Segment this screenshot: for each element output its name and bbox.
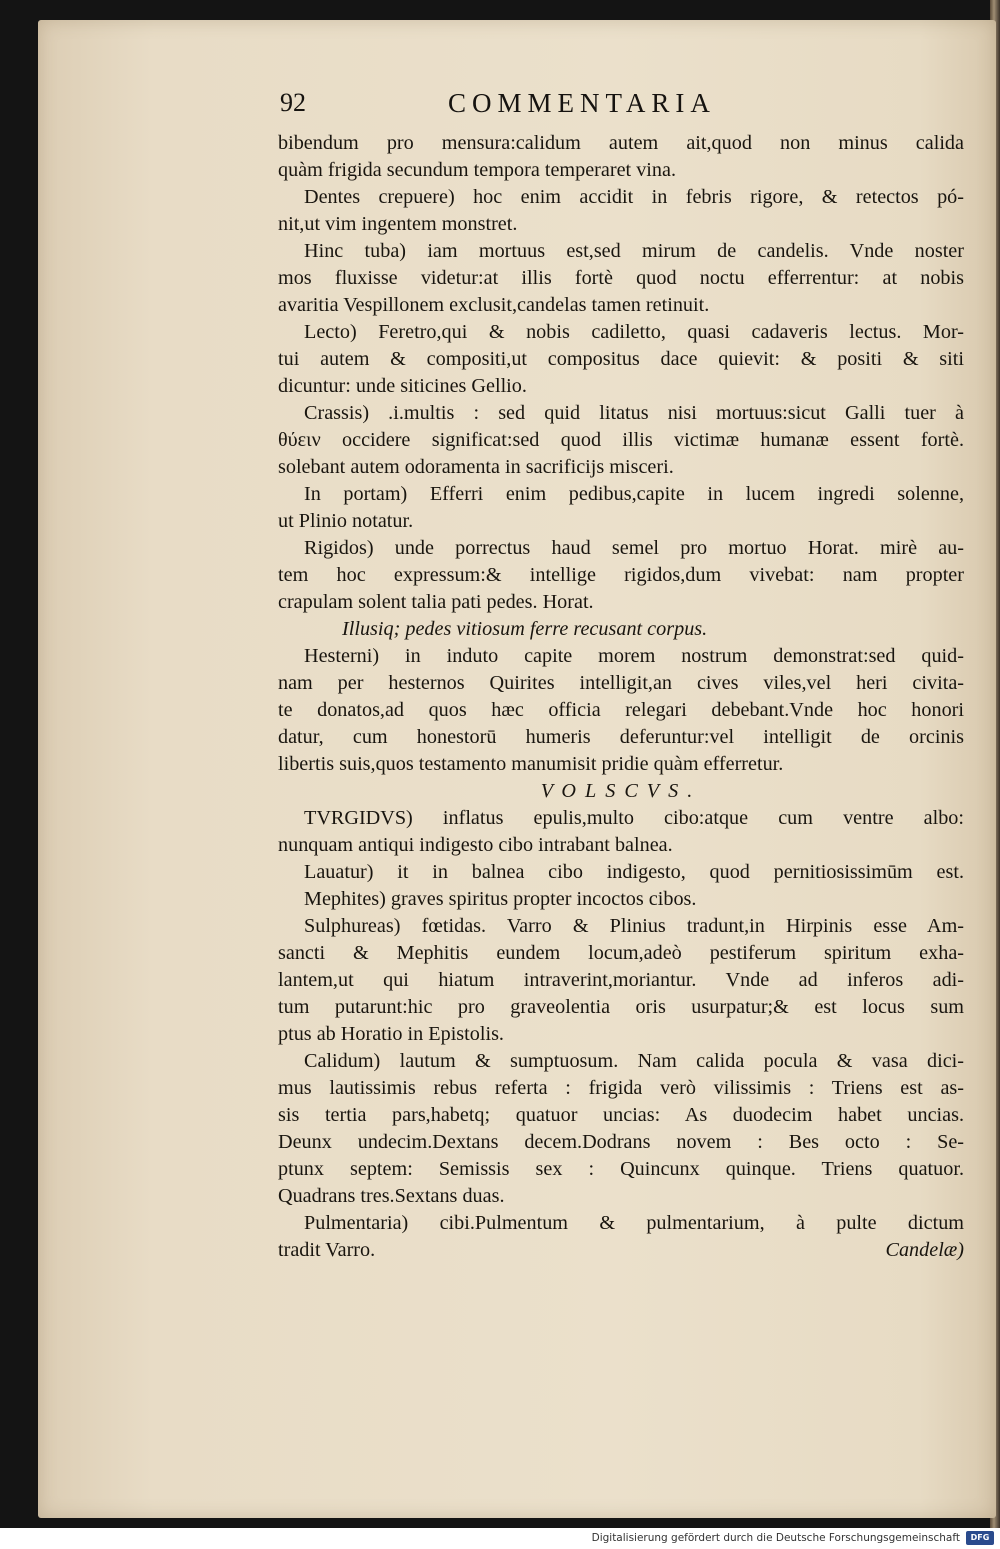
text-line: ut Plinio notatur. [278,510,414,532]
catchword: Candelæ) [885,1239,964,1261]
text-line: Calidum) lautum & sumptuosum. Nam calida pocula & vasa dici- [304,1050,964,1072]
text-line: tui autem & compositi,ut compositus dace quievit: & positi & siti [278,348,964,370]
text-line: quàm frigida secundum tempora temperaret vina. [278,159,676,181]
funding-credit: Digitalisierung gefördert durch die Deutsche Forschungsgemeinschaft [591,1532,960,1544]
dfg-logo-icon: DFG [966,1531,994,1545]
text-line: crapulam solent talia pati pedes. Horat. [278,591,594,613]
page-number: 92 [280,88,306,117]
text-line: te donatos,ad quos hæc officia relegari debebant.Vnde hoc honori [278,699,964,721]
text-line: Hinc tuba) iam mortuus est,sed mirum de candelis. Vnde noster [304,240,964,262]
text-line: In portam) Efferri enim pedibus,capite in lucem ingredi solenne, [304,483,964,505]
text-line: Mephites) graves spiritus propter incoctos cibos. [304,888,697,910]
text-line: Rigidos) unde porrectus haud semel pro mortuo Horat. mirè au- [304,537,964,559]
text-line: lantem,ut qui hiatum intraverint,moriantur. Vnde ad inferos adi- [278,969,964,991]
text-line: Lauatur) it in balnea cibo indigesto, quod pernitiosissimūm est. [304,861,964,883]
text-line: Dentes crepuere) hoc enim accidit in febris rigore, & retectos pó- [304,186,964,208]
text-line: Crassis) .i.multis : sed quid litatus nisi mortuus:sicut Galli tuer à [304,402,964,424]
text-line: θύειν occidere significat:sed quod illis victimæ humanæ essent fortè. [278,429,964,451]
text-line: Quadrans tres.Sextans duas. [278,1185,505,1207]
text-line: sis tertia pars,habetq; quatuor uncias: As duodecim habet uncias. [278,1104,964,1126]
text-line: dicuntur: unde siticines Gellio. [278,375,527,397]
text-line: solebant autem odoramenta in sacrificijs misceri. [278,456,674,478]
text-block [278,130,964,1264]
text-line: tum putarunt:hic pro graveolentia oris usurpatur;& est locus sum [278,996,964,1018]
section-heading: VOLSCVS. [540,780,702,802]
text-line: tradit Varro. [278,1239,376,1261]
text-line: avaritia Vespillonem exclusit,candelas tamen retinuit. [278,294,710,316]
text-line: Sulphureas) fœtidas. Varro & Plinius tradunt,in Hirpinis esse Am- [304,915,964,937]
text-line: Deunx undecim.Dextans decem.Dodrans novem : Bes octo : Se- [278,1131,964,1153]
text-line: nunquam antiqui indigesto cibo intrabant balnea. [278,834,673,856]
text-line: mus lautissimis rebus referta : frigida verò vilissimis : Triens est as- [278,1077,964,1099]
text-line: Lecto) Feretro,qui & nobis cadiletto, quasi cadaveris lectus. Mor- [304,321,964,343]
text-line: Pulmentaria) cibi.Pulmentum & pulmentarium, à pulte dictum [304,1212,964,1234]
text-line: ptunx septem: Semissis sex : Quincunx quinque. Triens quatuor. [278,1158,964,1180]
text-line: Hesterni) in induto capite morem nostrum demonstrat:sed quid- [304,645,964,667]
verse-quotation: Illusiq; pedes vitiosum ferre recusant corpus. [342,618,708,640]
text-line: tem hoc expressum:& intellige rigidos,dum vivebat: nam propter [278,564,964,586]
text-line: TVRGIDVS) inflatus epulis,multo cibo:atque cum ventre albo: [304,807,964,829]
text-line: mos fluxisse videtur:at illis fortè quod noctu efferrentur: at nobis [278,267,964,289]
text-line: sancti & Mephitis eundem locum,adeò pestiferum spiritum exha- [278,942,964,964]
text-line: bibendum pro mensura:calidum autem ait,quod non minus calida [278,132,964,154]
text-line: nam per hesternos Quirites intelligit,an cives viles,vel heri civita- [278,672,964,694]
running-head: COMMENTARIA [448,88,716,118]
text-line: datur, cum honestorū humeris deferuntur:vel intelligit de orcinis [278,726,964,748]
text-line: ptus ab Horatio in Epistolis. [278,1023,504,1045]
text-line: nit,ut vim ingentem monstret. [278,213,518,235]
footer-bar [0,1528,1000,1549]
text-line: libertis suis,quos testamento manumisit pridie quàm efferretur. [278,753,784,775]
